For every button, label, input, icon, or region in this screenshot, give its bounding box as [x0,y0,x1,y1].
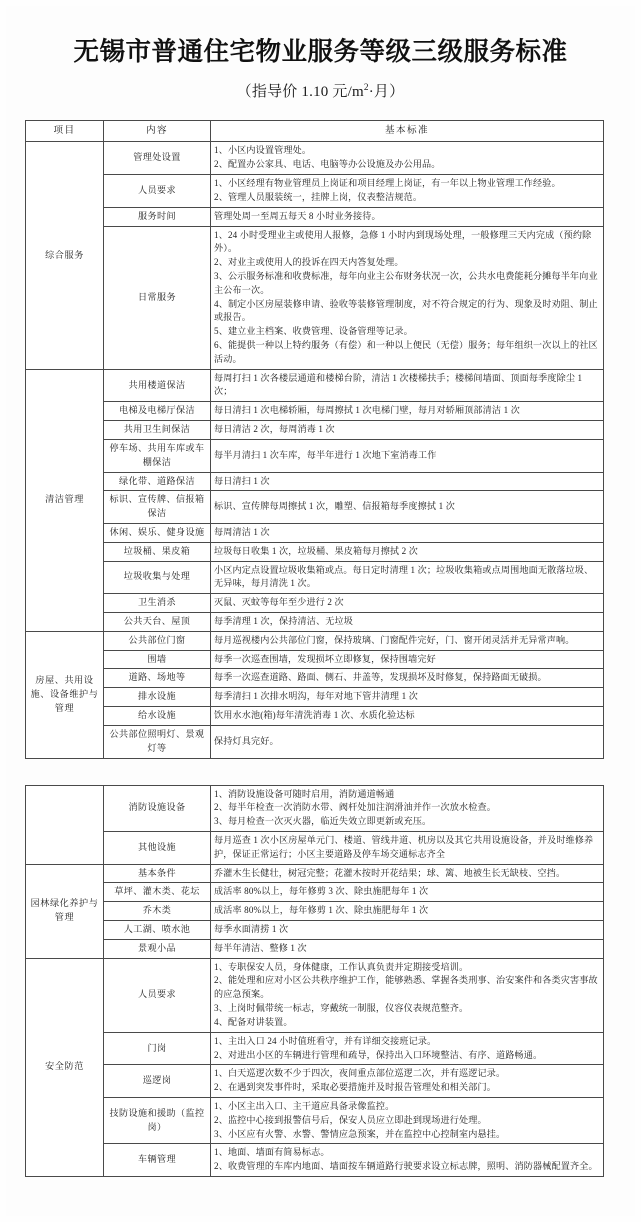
table-1-body [26,142,604,758]
item-label-cell: 人员要求 [104,175,211,208]
service-standard-table-1 [25,120,604,759]
standard-text-cell [211,785,604,831]
item-label-cell: 服务时间 [104,207,211,226]
item-label-cell: 门岗 [104,1032,211,1065]
table-row [26,902,604,921]
standard-line: 乔灌木生长健壮，树冠完整；花灌木按时开花结果；球、篱、地被生长无缺枝、空挡。 [214,867,566,878]
item-label-cell: 景观小品 [104,939,211,958]
standard-line: 2、管理人员服装统一，挂牌上岗，仪表整洁规范。 [214,191,423,202]
table-header-row-group [26,120,604,142]
table-row [26,1097,604,1143]
item-label-cell: 垃圾桶、果皮箱 [104,542,211,561]
standard-line: 2、收费管理的车库内地面、墙面按车辆道路行驶要求设立标志牌，照明、消防器械配置齐全。 [214,1161,598,1172]
item-label-cell: 管理处设置 [104,142,211,175]
standard-line: 1、小区内设置管理处。 [214,145,312,156]
square-meter-superscript: 2 [363,82,369,93]
table-row [26,472,604,491]
standard-line: 垃圾每日收集 1 次，垃圾桶、果皮箱每月擦拭 2 次 [214,545,418,556]
item-label-cell: 车辆管理 [104,1144,211,1177]
standard-line: 每日清扫 1 次电梯轿厢，每周擦拭 1 次电梯门壁，每月对轿厢顶部清洁 1 次 [214,405,520,416]
service-standard-table-2 [25,785,604,1178]
table-row [26,1032,604,1065]
item-label-cell: 休闲、娱乐、健身设施 [104,523,211,542]
standard-line: 2、能处理和应对小区公共秩序维护工作，能够熟悉、掌握各类刑事、治安案件和各类灾害事故的应急预案。 [214,975,598,1000]
section-label-cell [26,785,104,864]
standard-line: 1、主出入口 24 小时值班看守，并有详细交接班记录。 [214,1035,437,1046]
standard-text-cell [211,831,604,864]
table-row [26,439,604,472]
table-row [26,864,604,883]
table-row [26,669,604,688]
item-label-cell: 电梯及电梯厅保洁 [104,402,211,421]
standard-text-cell [211,142,604,175]
standard-line: 1、地面、墙面有简易标志。 [214,1147,330,1158]
standard-line: 1、小区经理有物业管理员上岗证和项目经理上岗证，有一年以上物业管理工作经验。 [214,178,561,189]
standard-line: 小区内定点设置垃圾收集箱或点。每日定时清理 1 次；垃圾收集箱或点周围地面无散落垃圾、无异味，每月清洗 1 次。 [214,564,594,589]
section-label-cell: 清洁管理 [26,369,104,631]
standard-text-cell [211,631,604,650]
standard-line: 成活率 80%以上，每年修剪 1 次、除虫施肥每年 1 次 [214,905,429,916]
header-standard: 基本标准 [211,120,604,142]
standard-line: 每半年清洁、整修 1 次 [214,942,307,953]
standard-line: 4、配备对讲装置。 [214,1016,293,1027]
section-label-cell: 园林绿化养护与管理 [26,864,104,958]
standard-text-cell [211,472,604,491]
table-row [26,883,604,902]
guide-price-subtitle [0,80,641,101]
item-label-cell: 公共部位门窗 [104,631,211,650]
item-label-cell: 消防设施设备 [104,785,211,831]
standard-line: 每日清扫 1 次 [214,475,270,486]
item-label-cell: 基本条件 [104,864,211,883]
standard-text-cell [211,226,604,369]
standard-line: 每季水面清捞 1 次 [214,924,289,935]
item-label-cell: 标识、宣传牌、信报箱保洁 [104,491,211,524]
title-block [0,0,641,107]
standard-text-cell [211,1065,604,1098]
standard-text-cell [211,669,604,688]
standard-line: 饮用水水池(箱)每年清洗消毒 1 次、水质化验达标 [214,710,415,721]
item-label-cell: 道路、场地等 [104,669,211,688]
standard-text-cell [211,542,604,561]
standard-text-cell [211,561,604,594]
table-row [26,725,604,758]
standard-line: 成活率 80%以上，每年修剪 3 次、除虫施肥每年 1 次 [214,886,429,897]
standard-line: 1、24 小时受理业主或使用人报修，急修 1 小时内到现场处理，一般修理三天内完成（预约除外）。 [214,229,592,254]
item-label-cell: 停车场、共用车库或车棚保洁 [104,439,211,472]
item-label-cell: 共用卫生间保洁 [104,421,211,440]
item-label-cell: 排水设施 [104,688,211,707]
standard-line: 灭鼠、灭蚊等每年至少进行 2 次 [214,597,344,608]
standard-line: 3、小区应有火警、水警、警情应急预案，并在监控中心控制室内悬挂。 [214,1128,506,1139]
section-label-cell: 综合服务 [26,142,104,369]
table-row [26,226,604,369]
standard-line: 2、每半年检查一次消防水带、阀杆处加注润滑油并作一次放水检查。 [214,802,497,813]
standard-line: 4、制定小区房屋装修申请、验收等装修管理制度，对不符合规定的行为、现象及时劝阻、制止或报告。 [214,298,598,323]
standard-line: 每周打扫 1 次各楼层通道和楼梯台阶，清洁 1 次楼梯扶手；楼梯间墙面、顶面每季度除尘 1 次； [214,372,583,397]
standard-line: 每周清洁 1 次 [214,526,270,537]
table-row [26,631,604,650]
standard-text-cell [211,650,604,669]
table-header-row [26,120,604,142]
standard-line: 每季清扫 1 次排水明沟，每年对地下管井清理 1 次 [214,691,418,702]
item-label-cell: 巡逻岗 [104,1065,211,1098]
standard-line: 每半月清扫 1 次车库，每半年进行 1 次地下室消毒工作 [214,449,437,460]
item-label-cell: 其他设施 [104,831,211,864]
standard-text-cell [211,864,604,883]
standard-line: 标识、宣传牌每周擦拭 1 次，雕塑、信报箱每季度擦拭 1 次 [214,501,455,512]
header-section: 项目 [26,120,104,142]
standard-line: 2、对进出小区的车辆进行管理和疏导，保持出入口环境整洁、有序、道路畅通。 [214,1049,543,1060]
section-label-cell: 安全防范 [26,958,104,1176]
table-row [26,785,604,831]
standard-line: 2、监控中心接到报警信号后，保安人员应立即赴到现场进行处理。 [214,1114,487,1125]
standard-line: 1、消防设施设备可随时启用，消防通道畅通 [214,788,395,799]
standard-text-cell [211,175,604,208]
standard-text-cell [211,725,604,758]
standard-line: 每季清理 1 次，保持清洁、无垃圾 [214,616,353,627]
table-row [26,542,604,561]
standard-line: 每月巡查 1 次小区房屋单元门、楼道、管线井道、机房以及其它共用设施设备，并及时维修养护，保证正常运行；小区主要道路及停车场交通标志齐全 [214,834,594,859]
standard-line: 保持灯具完好。 [214,735,279,746]
standard-line: 6、能提供一种以上特约服务（有偿）和一种以上便民（无偿）服务；每年组织一次以上的社区活动。 [214,340,598,364]
table-row [26,523,604,542]
standard-line: 每日清洁 2 次，每周消毒 1 次 [214,424,335,435]
standard-text-cell [211,207,604,226]
item-label-cell: 公共天台、屋顶 [104,613,211,632]
table-row [26,958,604,1032]
service-standard-table-1-wrapper [0,120,641,759]
page-title: 无锡市普通住宅物业服务等级三级服务标准 [73,37,568,66]
table-row [26,921,604,940]
standard-line: 1、白天巡逻次数不少于四次，夜间重点部位巡逻二次，并有巡逻记录。 [214,1068,506,1079]
standard-text-cell [211,921,604,940]
standard-text-cell [211,902,604,921]
standard-line: 每季一次巡查道路、路面、侧石、井盖等，发现损坏及时修复，保持路面无破损。 [214,672,547,683]
guide-price-suffix: ·月） [368,83,405,100]
standard-line: 5、建立业主档案、收费管理、设备管理等记录。 [214,326,413,337]
item-label-cell: 共用楼道保洁 [104,369,211,402]
standard-text-cell [211,1097,604,1143]
item-label-cell: 日常服务 [104,226,211,369]
table-row [26,594,604,613]
table-row [26,707,604,726]
table-row [26,561,604,594]
table-row [26,175,604,208]
item-label-cell: 公共部位照明灯、景观灯等 [104,725,211,758]
standard-text-cell [211,707,604,726]
header-item: 内容 [104,120,211,142]
standard-text-cell [211,883,604,902]
table-row [26,831,604,864]
table-row [26,207,604,226]
standard-line: 1、专职保安人员，身体健康，工作认真负责并定期接受培训。 [214,961,469,972]
item-label-cell: 围墙 [104,650,211,669]
table-row [26,369,604,402]
item-label-cell: 绿化带、道路保洁 [104,472,211,491]
item-label-cell: 乔木类 [104,902,211,921]
standard-line: 3、每月检查一次灭火器，临近失效立即更新或充压。 [214,816,432,827]
standard-text-cell [211,402,604,421]
table-row [26,491,604,524]
standard-line: 2、在遇到突发事件时，采取必要措施并及时报告管理处和相关部门。 [214,1082,497,1093]
table-row [26,1065,604,1098]
table-row [26,613,604,632]
item-label-cell: 给水设施 [104,707,211,726]
standard-text-cell [211,1032,604,1065]
standard-text-cell [211,958,604,1032]
standard-line: 2、对业主或使用人的投诉在四天内答复处理。 [214,257,404,268]
standard-text-cell [211,688,604,707]
item-label-cell: 人员要求 [104,958,211,1032]
standard-line: 每季一次巡查围墙，发现损坏立即修复，保持围墙完好 [214,653,436,664]
standard-line: 3、公示服务标准和收费标准，每年向业主公布财务状况一次，公共水电费能耗分摊每半年向业主公布一次。 [214,270,598,295]
table-row [26,421,604,440]
standard-line: 每月巡视楼内公共部位门窗，保持玻璃、门窗配件完好，门、窗开闭灵活并无异常声响。 [214,634,575,645]
guide-price-prefix: （指导价 1.10 元/m [236,83,364,100]
standard-text-cell [211,369,604,402]
table-row [26,402,604,421]
standard-text-cell [211,491,604,524]
table-row [26,1144,604,1177]
standard-text-cell [211,939,604,958]
standard-text-cell [211,523,604,542]
standard-line: 3、上岗时佩带统一标志，穿戴统一制服，仪容仪表规范整齐。 [214,1003,469,1014]
item-label-cell: 技防设施和援助（监控岗） [104,1097,211,1143]
standard-text-cell [211,439,604,472]
table-row [26,688,604,707]
section-label-cell: 房屋、共用设施、设备维护与管理 [26,631,104,758]
item-label-cell: 人工湖、喷水池 [104,921,211,940]
standard-line: 管理处周一至周五每天 8 小时业务接待。 [214,210,381,221]
standard-text-cell [211,1144,604,1177]
table-row [26,142,604,175]
item-label-cell: 卫生消杀 [104,594,211,613]
service-standard-table-2-wrapper [0,785,641,1178]
table-row [26,939,604,958]
standard-line: 2、配置办公家具、电话、电脑等办公设施及办公用品。 [214,159,441,170]
item-label-cell: 垃圾收集与处理 [104,561,211,594]
table-row [26,650,604,669]
standard-line: 1、小区主出入口、主干道应具备录像监控。 [214,1100,395,1111]
item-label-cell: 草坪、灌木类、花坛 [104,883,211,902]
standard-text-cell [211,421,604,440]
standard-text-cell [211,613,604,632]
table-2-body [26,785,604,1177]
standard-text-cell [211,594,604,613]
